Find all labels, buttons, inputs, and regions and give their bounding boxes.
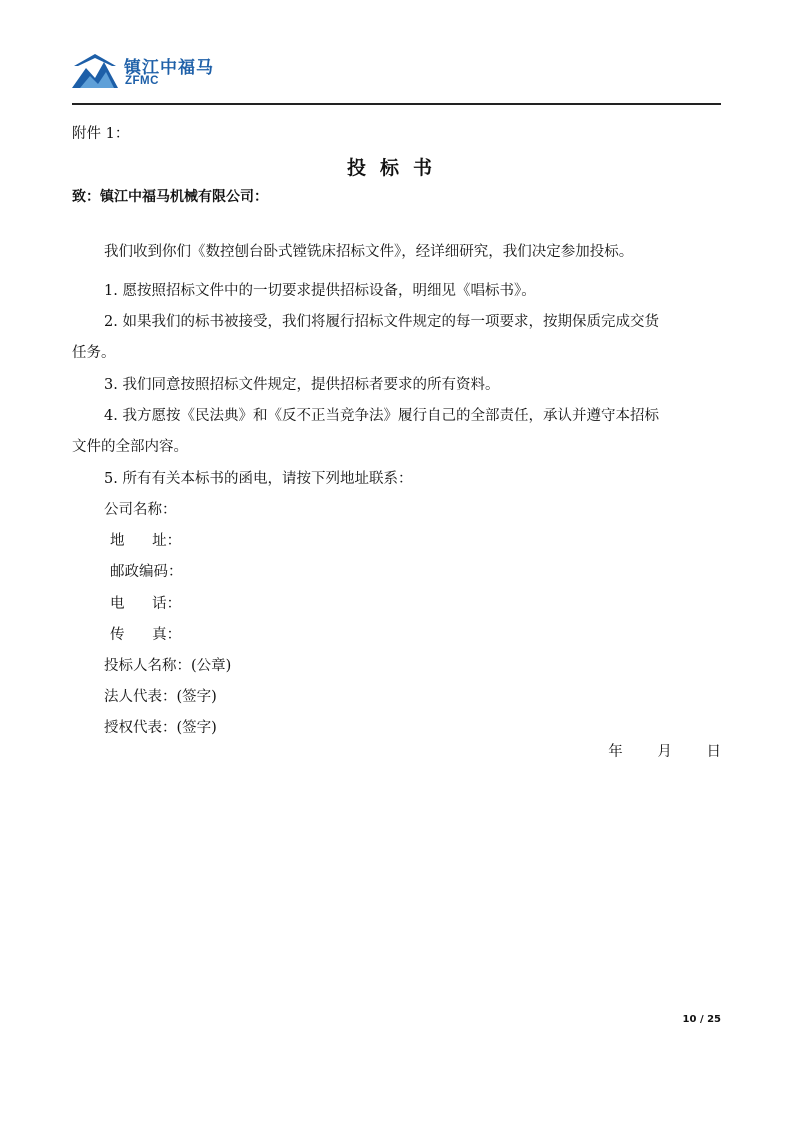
page-number: 10 / 25 <box>682 1014 721 1025</box>
addressee: 致：镇江中福马机械有限公司： <box>72 189 268 205</box>
logo-text-cn: 镇江中福马 <box>124 58 214 78</box>
attachment-label: 附件 1： <box>72 126 130 142</box>
field-address: 地 址： <box>110 533 182 549</box>
item-4-continued: 文件的全部内容。 <box>72 439 188 455</box>
field-legal-representative: 法人代表：(签字) <box>104 689 217 705</box>
field-authorized-representative: 授权代表：(签字) <box>104 720 217 736</box>
field-phone: 电 话： <box>110 596 182 612</box>
field-bidder-name: 投标人名称：(公章) <box>104 658 232 674</box>
date-month: 月 <box>657 744 672 760</box>
intro-paragraph: 我们收到你们《数控刨台卧式镗铣床招标文件》，经详细研究，我们决定参加投标。 <box>104 244 634 260</box>
field-fax: 传 真： <box>110 627 182 643</box>
logo-text-en: ZFMC <box>125 75 159 87</box>
date-row <box>578 740 721 761</box>
date-year: 年 <box>608 744 623 760</box>
item-3: 3. 我们同意按照招标文件规定，提供招标者要求的所有资料。 <box>104 377 500 393</box>
item-4: 4. 我方愿按《民法典》和《反不正当竞争法》履行自己的全部责任，承认并遵守本招标 <box>104 408 659 424</box>
item-2: 2. 如果我们的标书被接受，我们将履行招标文件规定的每一项要求，按期保质完成交货 <box>104 314 659 330</box>
field-postal-code: 邮政编码： <box>110 564 183 580</box>
item-5: 5. 所有有关本标书的函电，请按下列地址联系： <box>104 471 413 487</box>
item-1: 1. 愿按照招标文件中的一切要求提供招标设备，明细见《唱标书》。 <box>104 283 536 299</box>
item-2-continued: 任务。 <box>72 345 116 361</box>
date-day: 日 <box>706 744 721 760</box>
field-company-name: 公司名称： <box>104 502 177 518</box>
page-title: 投标书 <box>346 157 446 179</box>
zfmc-logo-icon <box>72 52 118 88</box>
header-divider <box>72 103 721 105</box>
page-header <box>72 52 721 106</box>
